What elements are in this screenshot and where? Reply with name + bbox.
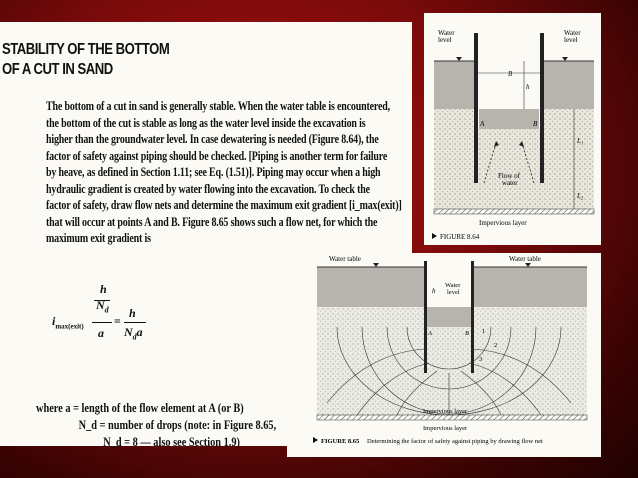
formula-eq-1: = [114, 314, 121, 328]
fig65-caption-num: FIGURE 8.65 [321, 438, 360, 445]
fig65-water-level: Water level [445, 282, 461, 296]
fig64-water-level-left: Water level [438, 29, 455, 44]
body-line: the bottom of the cut is stable as long as the water level inside the excavation is [46, 115, 366, 130]
fig64-caption: FIGURE 8.64 [440, 233, 480, 241]
sheet-pile-left [474, 33, 478, 183]
formula-main-bar [92, 322, 112, 323]
figure-8-65 [287, 253, 601, 457]
fig65-label-h: h [432, 287, 436, 295]
body-line: factor of safety, draw flow nets and determine the maximum exit gradient [i_max(exit)] [46, 198, 402, 212]
fig65-impervious-top: Impervious layer [423, 408, 468, 415]
fig65-drop-3: 3 [479, 356, 483, 363]
section-title [2, 40, 169, 80]
fig64-label-A: A [480, 120, 485, 128]
fig64-impervious: Impervious layer [479, 219, 527, 227]
fig64-water-level-right: Water level [564, 29, 581, 44]
body-line: that will occur at points A and B. Figure 8.65 shows such a flow net, for which the [46, 214, 378, 229]
fig64-label-B: B [508, 70, 513, 78]
fig65-label-B: B [465, 330, 469, 337]
formula-rhs-num: h [129, 306, 136, 320]
where-line-2: N_d = number of drops (note: in Figure 8.65, [78, 418, 277, 432]
body-line: higher than the groundwater level. In case dewatering is needed (Figure 8.64), the [46, 132, 379, 146]
body-line: factor of safety against piping should be checked. [Piping is another term for failure [46, 148, 388, 163]
where-line-1: where a = length of the flow element at A (or B) [36, 401, 244, 415]
fig64-label-B2: B [533, 120, 538, 128]
formula-rhs-den: $N_da$ [124, 325, 143, 342]
formula-lhs: $i_{max(exit)}$ [52, 314, 84, 331]
formula-den-n: $N_d$ [96, 298, 109, 315]
body-paragraph [46, 98, 402, 247]
fig65-drop-2: 2 [494, 342, 498, 349]
fig64-label-L1: L₁ [577, 137, 584, 145]
body-line: The bottom of a cut in sand is generally stable. When the water table is encountered, [46, 99, 390, 113]
sheet-pile-right [540, 33, 544, 183]
body-line: hydraulic gradient is created by water flowing into the excavation. To check the [46, 181, 370, 196]
figure-8-64 [424, 13, 601, 245]
fig65-label-A: A [428, 330, 432, 337]
where-line-3: N_d = 8 — also see Section 1.9) [103, 435, 240, 449]
body-line: maximum exit gradient is [46, 231, 151, 245]
fig64-flow-label: Flow of water [498, 172, 520, 187]
fig65-impervious-bottom: Impervious layer [423, 425, 468, 432]
title-line-2: OF A CUT IN SAND [2, 61, 113, 78]
formula-den-a: a [98, 326, 104, 340]
fig65-caption-text: Determining the factor of safety against piping by drawing flow net [367, 438, 543, 445]
fig65-water-table-right: Water table [509, 255, 541, 263]
fig65-water-table-left: Water table [329, 255, 361, 263]
exit-gradient-formula [52, 278, 182, 368]
title-line-1: STABILITY OF THE BOTTOM [2, 41, 170, 58]
fig65-drop-1: 1 [482, 328, 486, 335]
formula-num-h: h [100, 282, 107, 296]
fig64-label-L2: L₂ [577, 192, 584, 200]
body-line: by heave, as defined in Section 1.11; see Eq. (1.51)]. Piping may occur when a high [46, 165, 381, 179]
formula-rhs-bar [124, 322, 146, 323]
fig64-label-h: h [526, 83, 530, 91]
